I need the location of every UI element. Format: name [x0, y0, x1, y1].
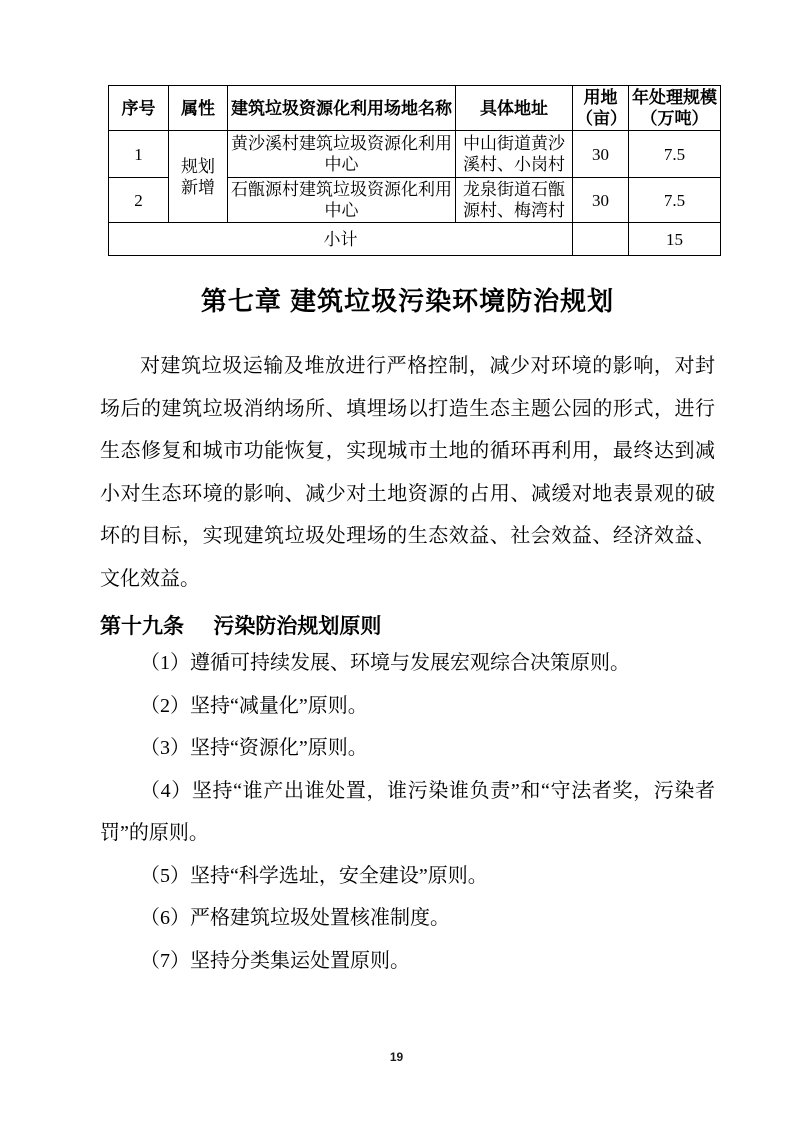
principle-item-3: （3）坚持“资源化”原则。 — [140, 737, 368, 759]
facilities-table — [108, 85, 721, 256]
principle-item-1: （1）遵循可持续发展、环境与发展宏观综合决策原则。 — [140, 652, 630, 674]
content-area — [100, 85, 715, 982]
cell-subtotal-land — [573, 223, 629, 256]
table-row — [109, 131, 721, 178]
header-cell-address: 具体地址 — [456, 86, 573, 131]
chapter-heading: 第七章 建筑垃圾污染环境防治规划 — [200, 286, 615, 316]
cell-row2-land: 30 — [573, 178, 629, 223]
cell-row1-land: 30 — [573, 131, 629, 178]
cell-subtotal-capacity: 15 — [629, 223, 721, 256]
cell-row1-site-name: 黄沙溪村建筑垃圾资源化利用中心 — [228, 131, 456, 178]
cell-row1-address: 中山街道黄沙溪村、小岗村 — [456, 131, 573, 178]
cell-row1-index: 1 — [109, 131, 169, 178]
page-number: 19 — [389, 1050, 404, 1064]
principle-item-2: （2）坚持“减量化”原则。 — [140, 694, 368, 717]
cell-attribute-merged — [169, 131, 228, 223]
principle-item-5: （5）坚持“科学选址，安全建设”原则。 — [140, 864, 488, 887]
header-cell-attribute: 属性 — [169, 86, 228, 131]
cell-row2-address: 龙泉街道石甑源村、梅湾村 — [456, 178, 573, 223]
cell-row2-index: 2 — [109, 178, 169, 223]
attribute-line1: 规划 — [181, 156, 215, 176]
attribute-line2: 新增 — [181, 177, 215, 197]
header-cell-capacity — [629, 86, 721, 131]
cell-row1-capacity: 7.5 — [629, 131, 721, 178]
principle-item-6: （6）严格建筑垃圾处置核准制度。 — [140, 907, 450, 929]
article-label: 第十九条 — [100, 615, 184, 638]
intro-paragraph: 对建筑垃圾运输及堆放进行严格控制，减少对环境的影响，对封场后的建筑垃圾消纳场所、填埋场以打造生态主题公园的形式，进行生态修复和城市功能恢复，实现城市土地的循环再利用，最终达到减小对生态环境的影响、减少对土地资源的占用、减缓对地表景观的破坏的目标，实现建筑垃圾处理场的生态效益、社会效益、经济效益、文化效益。 — [100, 355, 715, 590]
header-capacity-line1: 年处理规模 — [632, 88, 717, 107]
article-title: 污染防治规划原则 — [213, 615, 382, 638]
cell-row2-site-name: 石甑源村建筑垃圾资源化利用中心 — [228, 178, 456, 223]
principle-item-7: （7）坚持分类集运处置原则。 — [140, 949, 410, 972]
subtotal-row — [109, 223, 721, 256]
header-cell-site-name: 建筑垃圾资源化利用场地名称 — [228, 86, 456, 131]
cell-row2-capacity: 7.5 — [629, 178, 721, 223]
header-land-line1: 用地 — [583, 88, 618, 107]
principle-item-4: （4）坚持“谁产出谁处置，谁污染谁负责”和“守法者奖，污染者罚”的原则。 — [100, 779, 715, 844]
header-cell-land — [573, 86, 629, 131]
cell-subtotal-label: 小计 — [109, 223, 573, 256]
header-land-line2: （亩） — [576, 109, 627, 128]
header-capacity-line2: （万吨） — [640, 109, 709, 128]
article-heading — [100, 612, 715, 642]
table-header-row — [109, 86, 721, 131]
header-cell-index: 序号 — [109, 86, 169, 131]
